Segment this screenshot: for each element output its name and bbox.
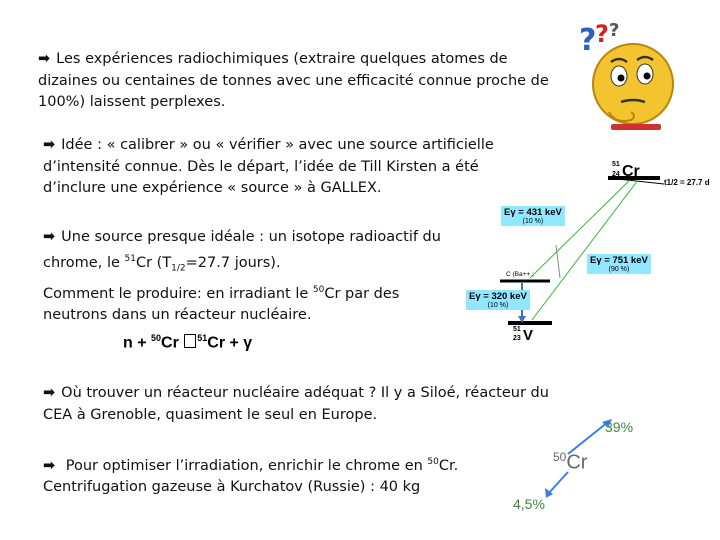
svg-text:?: ? bbox=[609, 20, 620, 41]
energy-box-320: Eγ = 320 keV (10 %) bbox=[466, 290, 530, 310]
arrow-bullet-icon: ➡ bbox=[43, 229, 56, 245]
isotope-abundance-39: 39% bbox=[605, 419, 634, 435]
isotope-abundance-4-5: 4,5% bbox=[513, 496, 545, 512]
half-life-label: t1/2 = 27.7 d bbox=[664, 178, 710, 187]
transition-line bbox=[532, 180, 638, 320]
c-level-label: C (Ba++ ; bbox=[506, 271, 534, 278]
energy-box-751: Eγ = 751 keV (90 %) bbox=[587, 254, 651, 274]
arrow-bullet-icon: ➡ bbox=[38, 51, 51, 67]
v51-label: 51 23 V bbox=[513, 326, 534, 344]
paragraph-4: ➡ Où trouver un réacteur nucléaire adéquat ? Il y a Siloé, réacteur du CEA à Grenoble, quasiment le seul en Europe. bbox=[43, 385, 549, 423]
cr50-isotope-label: $^{50}$Cr bbox=[553, 450, 588, 474]
svg-text:?: ? bbox=[595, 20, 609, 48]
svg-text:?: ? bbox=[579, 23, 597, 58]
arrow-bullet-icon: ➡ bbox=[43, 137, 56, 153]
paragraph-2: ➡ Idée : « calibrer » ou « vérifier » avec une source artificielle d’intensité connue. Dès le départ, l’idée de Till Kirsten a été d’inclure une expérience « source » à GALLEX. bbox=[43, 137, 494, 196]
paragraph-3: ➡ Une source presque idéale : un isotope radioactif du chrome, le $^{51}$Cr ($T_{1/2}=27.7$ jours). Comment le produire: en irradiant le $^{50}$Cr par des neutrons dans un réacteur nucléaire. bbox=[43, 229, 441, 324]
energy-box-431: Eγ = 431 keV (10 %) bbox=[501, 206, 565, 226]
reaction-equation: n + $^{50}$Cr $^{51}$Cr + γ bbox=[123, 333, 253, 352]
reaction-arrow-icon bbox=[184, 334, 196, 348]
arrow-bullet-icon: ➡ bbox=[43, 457, 56, 474]
paragraph-1: ➡ Les expériences radiochimiques (extraire quelques atomes de dizaines ou centaines de tonnes avec une efficacité connue proche de 100%) laissent perplexes. bbox=[38, 51, 549, 110]
cr51-label: 51 24 Cr bbox=[612, 161, 640, 180]
arrow-bullet-icon: ➡ bbox=[43, 385, 56, 401]
thinking-face-icon bbox=[575, 20, 680, 140]
paragraph-5: ➡ Pour optimiser l’irradiation, enrichir le chrome en $^{50}$Cr. Centrifugation gazeuse à Kurchatov (Russie) : 40 kg bbox=[43, 457, 459, 496]
